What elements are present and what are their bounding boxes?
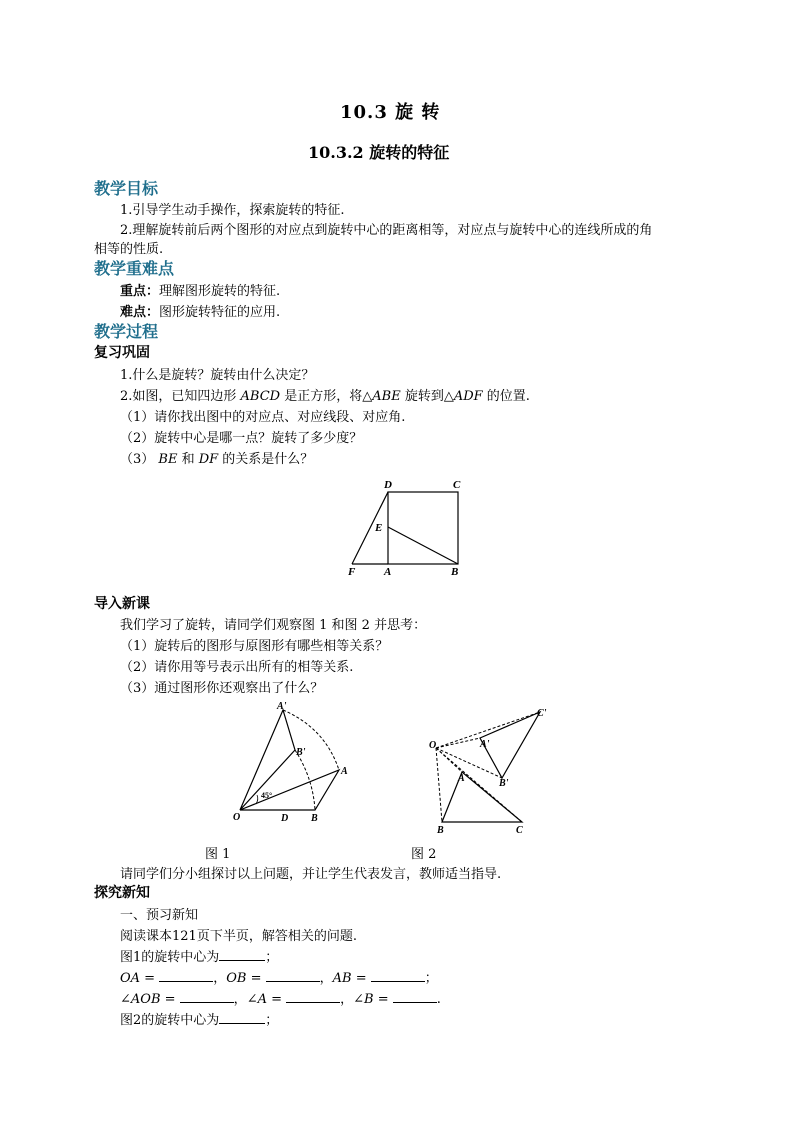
goal-item-2: 2.理解旋转前后两个图形的对应点到旋转中心的距离相等，对应点与旋转中心的连线所成的角: [120, 223, 653, 238]
label-a: A: [384, 566, 392, 578]
segment-eb: [388, 527, 458, 564]
segment-df: [352, 492, 388, 564]
section-heading-goals: 教学目标: [94, 179, 159, 198]
oa-label: OA: [120, 971, 141, 986]
review-q1: 1.什么是旋转？旋转由什么决定？: [120, 368, 315, 383]
review-q2-abcd: ABCD: [240, 389, 281, 404]
explore-line-4: [120, 1009, 278, 1028]
blank-fig1-center[interactable]: [219, 948, 265, 961]
difficult-point-label: 难点：: [120, 305, 160, 320]
page-title: 10.3 旋 转: [340, 102, 441, 123]
review-q2-text-b: 是正方形，将△: [280, 389, 373, 404]
subheading-review: 复习巩固: [94, 345, 150, 361]
review-sub3-be: BE: [158, 452, 178, 467]
intro-after: 请同学们分小组探讨以上问题，并让学生代表发言，教师适当指导.: [120, 867, 502, 882]
figure-1-caption: 图 1: [205, 847, 231, 862]
label-o: O: [233, 812, 241, 823]
label-c: C: [516, 825, 523, 836]
intro-q1: （1）旋转后的图形与原图形有哪些相等关系？: [120, 639, 389, 654]
triangle-abc: [442, 772, 522, 822]
oa-eq: =: [140, 971, 160, 986]
label-b-prime: B': [296, 747, 306, 758]
label-a-prime: A': [480, 739, 490, 750]
label-a: A: [458, 773, 465, 784]
label-a-prime: A': [277, 701, 287, 712]
review-sub3: [120, 448, 313, 467]
figure-2-caption: 图 2: [411, 847, 437, 862]
explore-read: 阅读课本121页下半页，解答相关的问题.: [120, 929, 357, 944]
label-b: B: [451, 566, 459, 578]
review-q2: [120, 385, 530, 404]
blank-oa[interactable]: [159, 969, 213, 982]
ob-label: OB: [226, 971, 247, 986]
explore-part: 一、预习新知: [120, 908, 199, 923]
subheading-intro: 导入新课: [94, 596, 150, 612]
label-a: A: [341, 766, 348, 777]
aob-eq: =: [160, 992, 180, 1007]
ang-b-eq: =: [373, 992, 393, 1007]
label-b: B: [311, 813, 318, 824]
angle-aob-label: ∠AOB: [120, 992, 161, 1007]
period: .: [436, 992, 441, 1007]
explore-line-4-text: 图2的旋转中心为: [120, 1013, 220, 1028]
review-q2-abe: ABE: [372, 389, 401, 404]
review-sub1: （1）请你找出图中的对应点、对应线段、对应角.: [120, 410, 406, 425]
section-heading-process: 教学过程: [94, 322, 159, 341]
difficult-point: [120, 301, 280, 320]
explore-line-1: [120, 946, 278, 965]
dash-o-b-prime: [436, 748, 502, 778]
dash-o-c: [436, 748, 522, 822]
explore-line-3: [120, 988, 441, 1007]
label-b: B: [437, 825, 444, 836]
square-figure: [340, 474, 470, 584]
square-abcd: [388, 492, 458, 564]
key-point-text: 理解图形旋转的特征.: [159, 284, 281, 299]
label-e: E: [375, 522, 383, 534]
subheading-explore: 探究新知: [94, 885, 150, 901]
explore-line-4-end: ；: [265, 1013, 279, 1028]
ab-eq: =: [351, 971, 371, 986]
blank-ab[interactable]: [371, 969, 425, 982]
comma-2: ，: [319, 971, 333, 986]
explore-line-1-text: 图1的旋转中心为: [120, 950, 220, 965]
explore-line-1-end: ；: [265, 950, 279, 965]
key-point: [120, 280, 280, 299]
label-b-prime: B': [499, 778, 509, 789]
arc-b-prime-b: [295, 750, 315, 810]
review-sub3-text-a: （3）: [120, 452, 159, 467]
review-sub3-text-c: 的关系是什么？: [218, 452, 314, 467]
label-f: F: [348, 566, 356, 578]
blank-angle-a[interactable]: [286, 990, 340, 1003]
intro-q3: （3）通过图形你还观察出了什么？: [120, 681, 324, 696]
review-q2-text-d: 的位置.: [482, 389, 530, 404]
dash-o-b: [436, 748, 442, 822]
ang-a-eq: =: [266, 992, 287, 1007]
review-sub2: （2）旋转中心是哪一点？旋转了多少度？: [120, 431, 363, 446]
section-heading-keypoints: 教学重难点: [94, 259, 175, 278]
angle-label: 45°: [261, 791, 273, 800]
intro-q2: （2）请你用等号表示出所有的相等关系.: [120, 660, 354, 675]
review-q2-adf: ADF: [453, 389, 483, 404]
blank-angle-b[interactable]: [393, 990, 437, 1003]
review-sub3-text-b: 和: [177, 452, 199, 467]
figure-1: [225, 698, 365, 826]
difficult-point-text: 图形旋转特征的应用.: [159, 305, 281, 320]
dash-o-a-prime: [436, 738, 480, 748]
goal-item-1: 1.引导学生动手操作，探索旋转的特征.: [120, 203, 345, 218]
label-d: D: [281, 813, 289, 824]
label-c-prime: C': [537, 708, 547, 719]
ab-label: AB: [332, 971, 352, 986]
goal-item-2-cont: 相等的性质.: [94, 242, 164, 257]
review-sub3-df: DF: [198, 452, 219, 467]
key-point-label: 重点：: [120, 284, 160, 299]
comma-3: ，: [233, 992, 247, 1007]
explore-line-2: [120, 967, 438, 986]
semi-1: ；: [424, 971, 438, 986]
ob-eq: =: [246, 971, 266, 986]
review-q2-text-c: 旋转到△: [400, 389, 454, 404]
page-subtitle: 10.3.2 旋转的特征: [308, 143, 450, 162]
comma-4: ，: [340, 992, 354, 1007]
figure-2: [420, 700, 560, 838]
blank-ob[interactable]: [266, 969, 320, 982]
blank-fig2-center[interactable]: [219, 1011, 265, 1024]
label-d: D: [384, 479, 392, 491]
review-q2-text-a: 2.如图，已知四边形: [120, 389, 241, 404]
label-o: O: [429, 740, 437, 751]
label-c: C: [453, 479, 461, 491]
angle-a-label: ∠A: [246, 992, 267, 1007]
angle-b-label: ∠B: [353, 992, 374, 1007]
blank-aob[interactable]: [180, 990, 234, 1003]
intro-lead: 我们学习了旋转，请同学们观察图 1 和图 2 并思考：: [120, 618, 427, 633]
comma-1: ，: [213, 971, 227, 986]
